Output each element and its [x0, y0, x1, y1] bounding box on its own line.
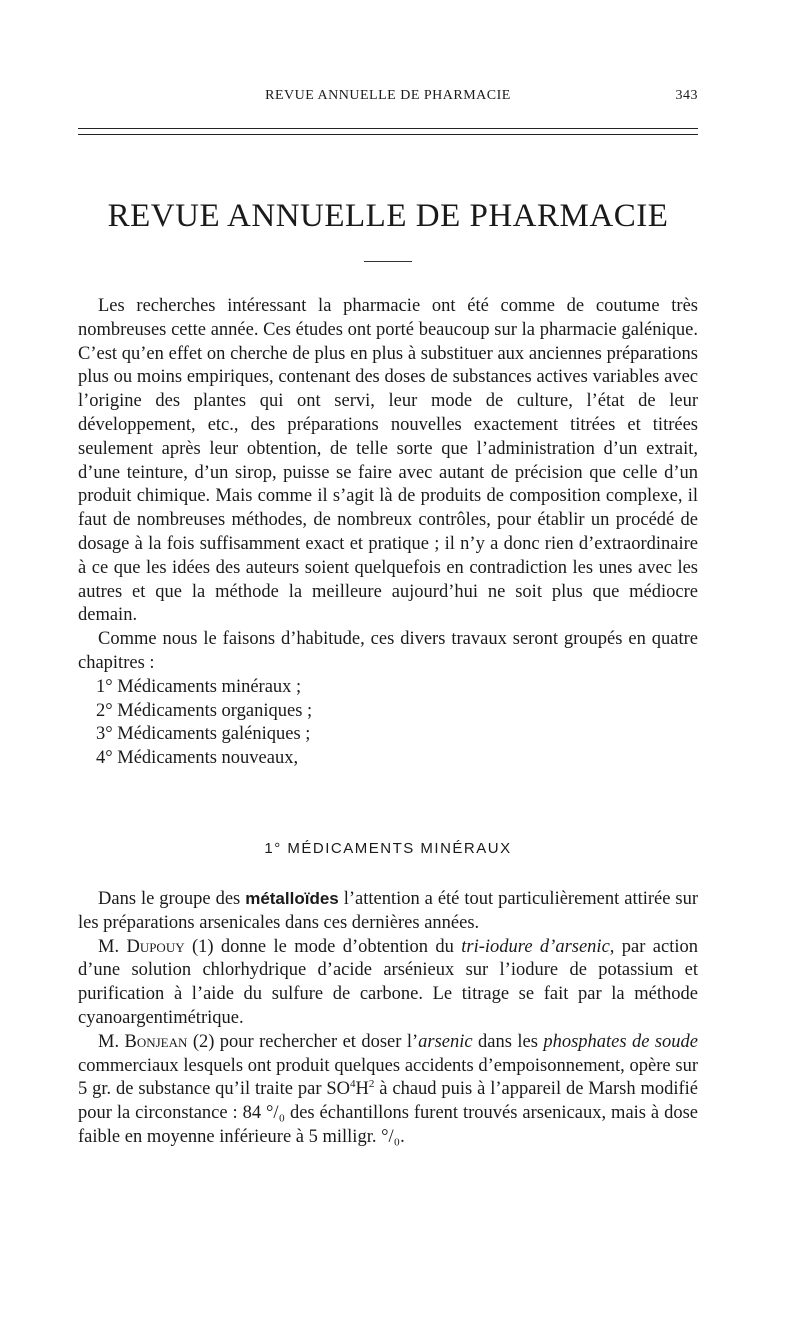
superscript: 2	[368, 1078, 375, 1091]
author-name: Dupouy	[126, 936, 185, 957]
chapter-item: 3° Médicaments galéniques ;	[96, 724, 311, 745]
superscript: 4	[350, 1078, 356, 1091]
author-name: Bonjean	[124, 1031, 188, 1052]
page-number: 343	[675, 88, 698, 103]
italic-term: arsenic	[418, 1031, 473, 1052]
italic-term: tri-iodure d’arsenic	[461, 936, 610, 957]
text-run: l’attention a été tout particulièrement attirée sur les préparations arsenicales dans ces dernières années.	[78, 889, 698, 933]
text-run: commerciaux lesquels ont produit quelques accidents d’empoisonnement, opère sur 5 gr. de substance qu’il traite par SO	[78, 1055, 698, 1100]
section-paragraph-3	[78, 1031, 698, 1150]
chapter-list	[78, 676, 698, 771]
running-head	[78, 88, 698, 108]
running-title: REVUE ANNUELLE DE PHARMACIE	[265, 88, 511, 103]
chapter-item: 2° Médicaments organiques ;	[96, 700, 313, 721]
bold-term: métalloïdes	[245, 889, 339, 908]
groups-intro: Comme nous le faisons d’habitude, ces divers travaux seront groupés en quatre chapitres :	[78, 629, 698, 673]
chapter-item: 4° Médicaments nouveaux,	[96, 748, 299, 769]
section-block	[78, 887, 698, 1150]
text-run: dans les	[472, 1031, 544, 1052]
text-run: (2) pour rechercher et doser l’	[187, 1031, 419, 1052]
intro-paragraph: Les recherches intéressant la pharmacie ont été comme de coutume très nombreuses cette année. Ces études ont porté beaucoup sur la pharmacie galénique. C’est qu’en effet on cherche de plus en plus à substituer aux anciennes préparations plus ou moins empiriques, contenant des doses de substances actives variables avec l’origine des plantes qui ont servi, leur mode de culture, l’état de leur développement, etc., des préparations nouvelles exactement titrées et titrées seulement après leur obtention, de telle sorte que l’administration d’un extrait, d’une teinture, d’un sirop, puisse se faire avec autant de précision que celle d’un produit chimique. Mais comme il s’agit là de produits de composition complexe, il faut de nombreuses méthodes, de nombreux contrôles, pour établir un procédé de dosage à la fois suffisamment exact et pratique ; il n’y a donc rien d’extraordinaire à ce que les idées des auteurs soient quelquefois en contradiction les unes avec les autres et que la méthode la meilleure aujourd’hui ne soit plus que médiocre demain.	[78, 296, 698, 626]
text-run: M.	[98, 1031, 125, 1052]
text-run: à chaud puis à l’appareil de Marsh modifié pour la circonstance : 84 °/₀ des échantillons furent trouvés arsenicaux, mais à dose faible en moyenne inférieure à 5 milligr. °/₀.	[78, 1079, 698, 1147]
text-run: , par action d’une solution chlorhydrique d’acide arsénieux sur l’iodure de potassium et purification à l’aide du sulfure de carbone. Le titrage se fait par la méthode cyanoargentimétrique.	[78, 936, 698, 1028]
section-paragraph-2	[78, 936, 698, 1031]
intro-block	[78, 295, 698, 771]
section-paragraph-1	[78, 887, 698, 936]
text-run: Dans le groupe des	[98, 889, 246, 909]
text-run: (1) donne le mode d’obtention du	[184, 936, 462, 957]
title-divider	[364, 261, 412, 262]
page-title: REVUE ANNUELLE DE PHARMACIE	[107, 198, 669, 234]
section-heading: 1° MÉDICAMENTS MINÉRAUX	[264, 840, 512, 857]
italic-term: phosphates de soude	[543, 1031, 699, 1052]
chapter-item: 1° Médicaments minéraux ;	[96, 676, 302, 697]
header-rule-top	[78, 128, 698, 129]
text-run: M.	[98, 936, 127, 957]
text-run: H	[355, 1079, 369, 1100]
header-rule-bottom	[78, 134, 698, 135]
